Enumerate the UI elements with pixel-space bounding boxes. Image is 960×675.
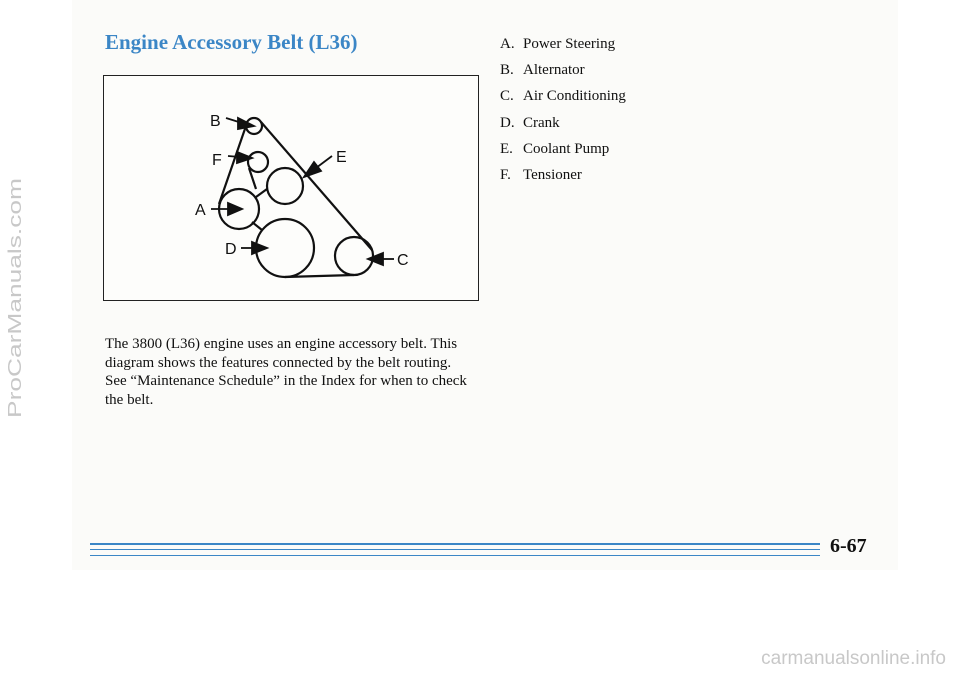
- belt-routing-diagram: [103, 75, 479, 301]
- arrow-e-icon: [304, 162, 321, 177]
- legend-item: D. Crank: [500, 114, 560, 131]
- legend-item: A. Power Steering: [500, 36, 616, 52]
- parts-legend: [500, 36, 626, 193]
- legend-item: E. Coolant Pump: [500, 140, 610, 157]
- belt-description: The 3800 (L36) engine uses an engine accessory belt. This diagram shows the features connected by the belt routing. See “Maintenance Schedule” in the Index for when to check the belt.: [105, 336, 467, 408]
- pulley-f: [248, 152, 268, 172]
- legend-item: B. Alternator: [500, 62, 585, 79]
- diagram-label-c: C: [397, 252, 409, 269]
- belt-segment: [256, 189, 267, 197]
- footer-watermark: carmanualsonline.info: [761, 648, 946, 669]
- belt-routing-svg: [104, 76, 480, 302]
- side-watermark-text: ProCarManuals.com: [5, 253, 25, 418]
- arrow-a-icon: [228, 203, 242, 215]
- arrow-c-icon: [368, 253, 383, 265]
- legend-item: C. Air Conditioning: [500, 88, 626, 105]
- belt-segment: [219, 123, 247, 204]
- arrow-f-icon: [237, 152, 252, 163]
- page-number: 6-67: [830, 535, 867, 557]
- diagram-label-a: A: [195, 202, 206, 219]
- legend-item: F. Tensioner: [500, 166, 582, 183]
- footer-rule: [90, 549, 820, 550]
- arrow-d-icon: [252, 242, 267, 254]
- diagram-label-d: D: [225, 241, 237, 258]
- footer-rule: [90, 543, 820, 545]
- belt-segment: [252, 222, 262, 230]
- arrow-b-icon: [238, 118, 254, 129]
- belt-segment: [261, 122, 372, 250]
- diagram-label-f: F: [212, 152, 222, 169]
- side-watermark: [4, 175, 26, 420]
- footer-rule: [90, 555, 820, 556]
- diagram-label-e: E: [336, 149, 347, 166]
- diagram-label-b: B: [210, 113, 221, 130]
- page-title: Engine Accessory Belt (L36): [105, 30, 358, 54]
- pulley-c: [335, 237, 373, 275]
- pulley-e: [267, 168, 303, 204]
